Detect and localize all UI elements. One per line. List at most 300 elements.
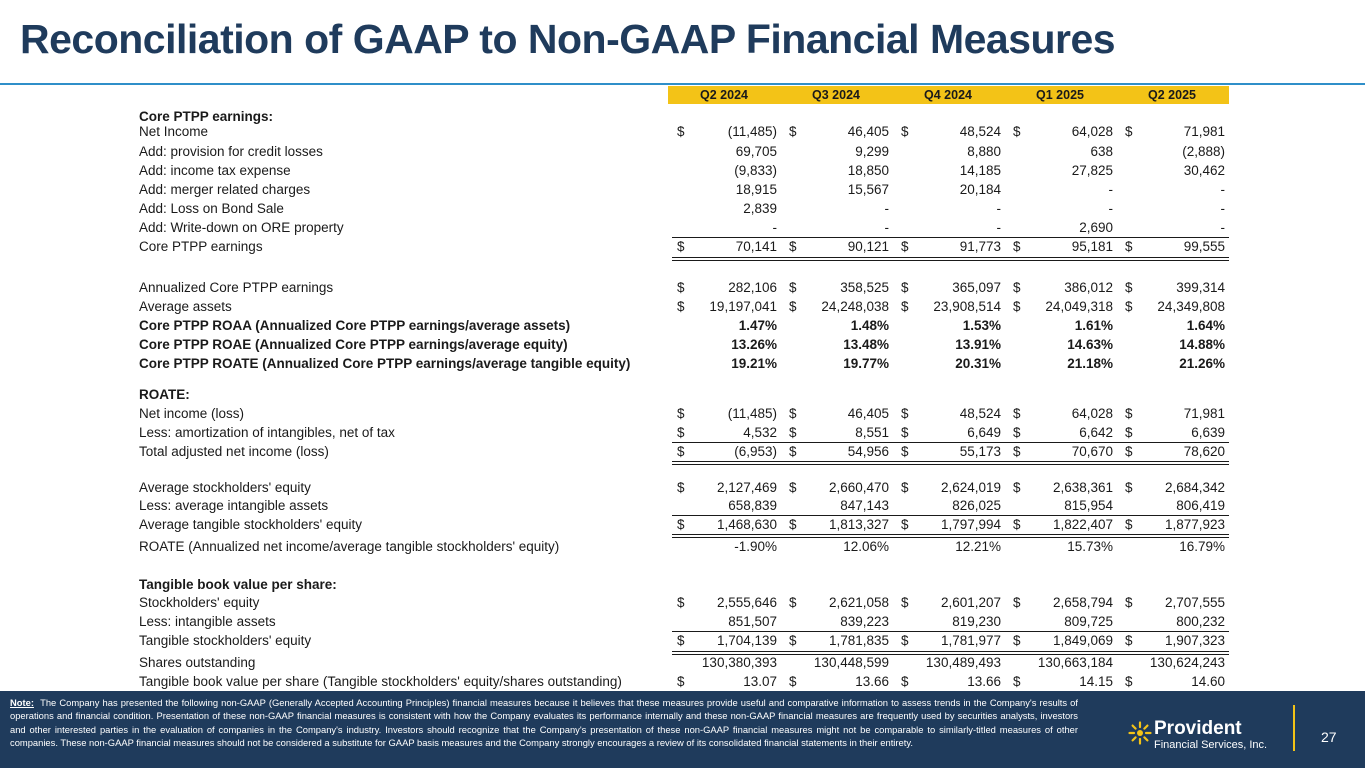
table-row — [0, 181, 1365, 200]
currency-symbol: $ — [901, 633, 909, 648]
cell-value: 90,121 — [847, 239, 889, 254]
table-cell — [892, 577, 1004, 594]
currency-symbol: $ — [1125, 299, 1133, 314]
table-cell — [668, 480, 780, 497]
cell-value: 24,349,808 — [1157, 299, 1225, 314]
table-cell — [1116, 201, 1228, 218]
table-cell — [1116, 356, 1228, 373]
page-title: Reconciliation of GAAP to Non-GAAP Financial Measures — [20, 16, 1116, 62]
cell-value: (6,953) — [734, 444, 777, 459]
cell-value: 1.61% — [1074, 318, 1113, 333]
table-cell — [780, 182, 892, 199]
table-row — [0, 632, 1365, 651]
cell-value: 46,405 — [847, 406, 889, 421]
table-row — [0, 162, 1365, 181]
cell-value: 6,649 — [967, 425, 1001, 440]
table-cell — [1116, 337, 1228, 354]
row-label: Net Income — [139, 124, 209, 139]
table-cell — [668, 220, 780, 237]
cell-value: 815,954 — [1064, 498, 1113, 513]
table-cell — [1004, 406, 1116, 423]
currency-symbol: $ — [901, 480, 909, 495]
currency-symbol: $ — [1013, 674, 1021, 689]
row-label: Total adjusted net income (loss) — [139, 444, 329, 459]
table-cell — [892, 144, 1004, 161]
table-cell — [1004, 444, 1116, 461]
cell-value: 130,380,393 — [701, 655, 777, 670]
currency-symbol: $ — [789, 299, 797, 314]
cell-value: 20.31% — [955, 356, 1001, 371]
cell-value: 806,419 — [1176, 498, 1225, 513]
table-cell — [1116, 144, 1228, 161]
cell-value: - — [884, 220, 889, 235]
table-cell — [1004, 614, 1116, 631]
cell-value: - — [1220, 201, 1225, 216]
cell-value: 12.06% — [843, 539, 889, 554]
currency-symbol: $ — [1013, 239, 1021, 254]
cell-value: 1,877,923 — [1164, 517, 1225, 532]
currency-symbol: $ — [1125, 239, 1133, 254]
cell-value: 2,658,794 — [1052, 595, 1113, 610]
provident-logo-icon — [1128, 721, 1152, 745]
table-cell — [780, 444, 892, 461]
cell-value: 20,184 — [959, 182, 1001, 197]
table-cell — [668, 425, 780, 442]
currency-symbol: $ — [901, 425, 909, 440]
table-cell — [668, 498, 780, 515]
table-cell — [892, 406, 1004, 423]
table-cell — [780, 318, 892, 335]
currency-symbol: $ — [1013, 517, 1021, 532]
row-label: Add: Write-down on ORE property — [139, 220, 344, 235]
table-cell — [1116, 387, 1228, 404]
cell-value: 19.21% — [731, 356, 777, 371]
note-text: The Company has presented the following non-GAAP (Generally Accepted Accounting Principles) financial measures because it believes that these measures provide useful and comparative information to assess trends in the Company's results of operations and financial condition. Presentation of these non-GAAP financial measures is consistent with how the Company evaluates its performance internally and these non-GAAP financial measures are frequently used by securities analysts, investors and other interested parties in the evaluation of companies in the Company's industry. Investors should recognize that the Company's presentation of these non-GAAP financial measures might not be comparable to similarly-titled measures of other companies. These non-GAAP financial measures should not be considered a substitute for GAAP basis measures and the Company strongly encourages a review of its consolidated financial statements in their entirety. — [10, 697, 1078, 749]
table-cell — [1004, 299, 1116, 316]
cell-value: 21.26% — [1179, 356, 1225, 371]
cell-value: 91,773 — [959, 239, 1001, 254]
table-cell — [892, 337, 1004, 354]
currency-symbol: $ — [789, 406, 797, 421]
table-cell — [668, 239, 780, 256]
table-cell — [780, 595, 892, 612]
cell-value: 358,525 — [840, 280, 889, 295]
footer-bar — [0, 691, 1365, 768]
subtotal-rule — [672, 631, 1229, 632]
currency-symbol: $ — [1013, 299, 1021, 314]
row-label: Add: Loss on Bond Sale — [139, 201, 284, 216]
row-label: Core PTPP ROAA (Annualized Core PTPP earnings/average assets) — [139, 318, 571, 333]
row-label: Average stockholders' equity — [139, 480, 311, 495]
table-cell — [1004, 124, 1116, 141]
row-label: Shares outstanding — [139, 655, 256, 670]
table-cell — [892, 517, 1004, 534]
table-cell — [1116, 517, 1228, 534]
table-cell — [668, 299, 780, 316]
table-cell — [780, 201, 892, 218]
table-row — [0, 497, 1365, 516]
table-cell — [1116, 406, 1228, 423]
table-cell — [780, 425, 892, 442]
cell-value: - — [1220, 220, 1225, 235]
cell-value: 2,839 — [743, 201, 777, 216]
cell-value: 54,956 — [847, 444, 889, 459]
table-cell — [892, 163, 1004, 180]
table-cell — [780, 299, 892, 316]
table-cell — [892, 674, 1004, 691]
cell-value: 2,684,342 — [1164, 480, 1225, 495]
cell-value: 386,012 — [1064, 280, 1113, 295]
table-cell — [1116, 444, 1228, 461]
table-cell — [780, 406, 892, 423]
row-label: Core PTPP ROATE (Annualized Core PTPP earnings/average tangible equity) — [139, 356, 631, 371]
cell-value: -1.90% — [734, 539, 777, 554]
cell-value: - — [884, 201, 889, 216]
table-cell — [892, 182, 1004, 199]
currency-symbol: $ — [1125, 425, 1133, 440]
cell-value: 14.88% — [1179, 337, 1225, 352]
table-cell — [1004, 387, 1116, 404]
table-cell — [1116, 425, 1228, 442]
row-label: Add: income tax expense — [139, 163, 291, 178]
table-cell — [668, 517, 780, 534]
cell-value: 1,849,069 — [1052, 633, 1113, 648]
currency-symbol: $ — [789, 280, 797, 295]
currency-symbol: $ — [1125, 406, 1133, 421]
table-cell — [1116, 498, 1228, 515]
currency-symbol: $ — [1125, 280, 1133, 295]
table-cell — [1004, 577, 1116, 594]
table-cell — [892, 201, 1004, 218]
currency-symbol: $ — [1125, 124, 1133, 139]
total-double-rule — [672, 651, 1229, 655]
currency-symbol: $ — [1013, 280, 1021, 295]
row-label: Stockholders' equity — [139, 595, 260, 610]
table-cell — [780, 655, 892, 672]
cell-value: 48,524 — [959, 406, 1001, 421]
cell-value: 1,797,994 — [940, 517, 1001, 532]
table-cell — [780, 356, 892, 373]
currency-symbol: $ — [677, 406, 685, 421]
table-cell — [668, 655, 780, 672]
table-cell — [1004, 517, 1116, 534]
cell-value: 70,670 — [1071, 444, 1113, 459]
table-cell — [668, 444, 780, 461]
currency-symbol: $ — [1013, 444, 1021, 459]
cell-value: 4,532 — [743, 425, 777, 440]
cell-value: 1,781,977 — [940, 633, 1001, 648]
cell-value: 71,981 — [1183, 406, 1225, 421]
table-cell — [1004, 425, 1116, 442]
cell-value: 2,690 — [1079, 220, 1113, 235]
table-cell — [668, 674, 780, 691]
table-cell — [892, 239, 1004, 256]
table-cell — [1116, 595, 1228, 612]
cell-value: 13.91% — [955, 337, 1001, 352]
subtotal-rule — [672, 442, 1229, 443]
table-cell — [780, 220, 892, 237]
currency-symbol: $ — [677, 280, 685, 295]
currency-symbol: $ — [1013, 425, 1021, 440]
row-label: Less: amortization of intangibles, net of tax — [139, 425, 395, 440]
cell-value: - — [772, 220, 777, 235]
cell-value: 30,462 — [1183, 163, 1225, 178]
table-row — [0, 424, 1365, 443]
currency-symbol: $ — [677, 124, 685, 139]
table-cell — [1116, 633, 1228, 650]
table-cell — [892, 124, 1004, 141]
cell-value: 1,822,407 — [1052, 517, 1113, 532]
table-cell — [1004, 595, 1116, 612]
column-header: Q4 2024 — [924, 88, 972, 102]
cell-value: 23,908,514 — [933, 299, 1001, 314]
subtotal-rule — [672, 237, 1229, 238]
cell-value: 14.15 — [1079, 674, 1113, 689]
table-row — [0, 355, 1365, 374]
table-cell — [1116, 539, 1228, 556]
table-cell — [1004, 163, 1116, 180]
currency-symbol: $ — [901, 239, 909, 254]
row-label: Average tangible stockholders' equity — [139, 517, 362, 532]
cell-value: 819,230 — [952, 614, 1001, 629]
currency-symbol: $ — [677, 480, 685, 495]
currency-symbol: $ — [1013, 406, 1021, 421]
table-cell — [892, 220, 1004, 237]
cell-value: 658,839 — [728, 498, 777, 513]
row-label: Core PTPP ROAE (Annualized Core PTPP earnings/average equity) — [139, 337, 568, 352]
cell-value: 2,707,555 — [1164, 595, 1225, 610]
table-cell — [1116, 220, 1228, 237]
table-cell — [1004, 220, 1116, 237]
currency-symbol: $ — [789, 124, 797, 139]
cell-value: 826,025 — [952, 498, 1001, 513]
currency-symbol: $ — [1125, 674, 1133, 689]
currency-symbol: $ — [789, 674, 797, 689]
row-label: Less: intangible assets — [139, 614, 276, 629]
table-cell — [780, 387, 892, 404]
table-cell — [780, 633, 892, 650]
table-cell — [1116, 280, 1228, 297]
row-label: Annualized Core PTPP earnings — [139, 280, 334, 295]
table-cell — [668, 318, 780, 335]
table-cell — [668, 356, 780, 373]
table-cell — [1004, 182, 1116, 199]
table-cell — [892, 444, 1004, 461]
row-label: Add: merger related charges — [139, 182, 311, 197]
currency-symbol: $ — [901, 280, 909, 295]
table-cell — [1116, 655, 1228, 672]
table-cell — [1116, 318, 1228, 335]
table-cell — [892, 356, 1004, 373]
cell-value: 24,248,038 — [821, 299, 889, 314]
currency-symbol: $ — [901, 595, 909, 610]
table-cell — [1116, 674, 1228, 691]
currency-symbol: $ — [677, 595, 685, 610]
table-cell — [892, 318, 1004, 335]
cell-value: 95,181 — [1071, 239, 1113, 254]
footer-divider — [1293, 705, 1295, 751]
table-cell — [780, 498, 892, 515]
currency-symbol: $ — [1125, 444, 1133, 459]
table-cell — [892, 280, 1004, 297]
cell-value: 2,555,646 — [716, 595, 777, 610]
cell-value: - — [1108, 182, 1113, 197]
cell-value: (11,485) — [727, 124, 777, 139]
cell-value: 64,028 — [1071, 406, 1113, 421]
table-cell — [892, 614, 1004, 631]
table-row — [0, 143, 1365, 162]
cell-value: 2,601,207 — [940, 595, 1001, 610]
currency-symbol: $ — [1125, 633, 1133, 648]
cell-value: 130,663,184 — [1037, 655, 1113, 670]
column-header: Q2 2024 — [700, 88, 748, 102]
currency-symbol: $ — [789, 239, 797, 254]
currency-symbol: $ — [1125, 517, 1133, 532]
table-cell — [1004, 674, 1116, 691]
currency-symbol: $ — [789, 425, 797, 440]
table-cell — [1004, 480, 1116, 497]
table-cell — [892, 595, 1004, 612]
table-cell — [668, 406, 780, 423]
total-double-rule — [672, 257, 1229, 261]
table-cell — [1116, 239, 1228, 256]
row-label: Tangible book value per share: — [139, 577, 337, 592]
cell-value: 365,097 — [952, 280, 1001, 295]
currency-symbol: $ — [901, 299, 909, 314]
table-row — [0, 654, 1365, 673]
row-label: Add: provision for credit losses — [139, 144, 323, 159]
cell-value: 1,813,327 — [828, 517, 889, 532]
cell-value: 282,106 — [728, 280, 777, 295]
cell-value: (2,888) — [1182, 144, 1225, 159]
cell-value: 55,173 — [959, 444, 1001, 459]
table-cell — [780, 163, 892, 180]
table-cell — [1004, 318, 1116, 335]
table-cell — [1116, 299, 1228, 316]
currency-symbol: $ — [677, 517, 685, 532]
cell-value: 2,660,470 — [828, 480, 889, 495]
cell-value: 1,468,630 — [716, 517, 777, 532]
currency-symbol: $ — [1013, 595, 1021, 610]
table-cell — [668, 539, 780, 556]
table-cell — [780, 539, 892, 556]
cell-value: 839,223 — [840, 614, 889, 629]
currency-symbol: $ — [677, 674, 685, 689]
cell-value: 19.77% — [843, 356, 889, 371]
table-cell — [1004, 239, 1116, 256]
table-cell — [892, 655, 1004, 672]
table-cell — [1116, 163, 1228, 180]
currency-symbol: $ — [1013, 124, 1021, 139]
cell-value: 130,489,493 — [925, 655, 1001, 670]
table-row — [0, 594, 1365, 613]
cell-value: 18,850 — [847, 163, 889, 178]
row-label: Less: average intangible assets — [139, 498, 329, 513]
table-row — [0, 200, 1365, 219]
table-cell — [780, 280, 892, 297]
currency-symbol: $ — [789, 595, 797, 610]
table-row — [0, 613, 1365, 632]
row-label: Tangible book value per share (Tangible stockholders' equity/shares outstanding) — [139, 674, 622, 689]
cell-value: 130,624,243 — [1149, 655, 1225, 670]
table-cell — [1004, 337, 1116, 354]
row-label: ROATE: — [139, 387, 190, 402]
cell-value: 12.21% — [955, 539, 1001, 554]
cell-value: 638 — [1090, 144, 1113, 159]
logo-name: Provident — [1154, 718, 1242, 739]
table-cell — [1004, 144, 1116, 161]
table-row — [0, 219, 1365, 238]
table-cell — [892, 633, 1004, 650]
table-cell — [668, 280, 780, 297]
table-cell — [668, 577, 780, 594]
table-cell — [780, 337, 892, 354]
cell-value: 6,639 — [1191, 425, 1225, 440]
cell-value: 70,141 — [735, 239, 777, 254]
cell-value: 6,642 — [1079, 425, 1113, 440]
currency-symbol: $ — [677, 239, 685, 254]
table-row — [0, 386, 1365, 405]
cell-value: 1,704,139 — [716, 633, 777, 648]
table-row — [0, 516, 1365, 535]
table-cell — [1004, 498, 1116, 515]
cell-value: 2,621,058 — [828, 595, 889, 610]
currency-symbol: $ — [677, 425, 685, 440]
cell-value: 16.79% — [1179, 539, 1225, 554]
cell-value: - — [996, 220, 1001, 235]
table-cell — [1116, 480, 1228, 497]
table-cell — [780, 614, 892, 631]
cell-value: 1.47% — [738, 318, 777, 333]
cell-value: 851,507 — [728, 614, 777, 629]
table-row — [0, 123, 1365, 142]
cell-value: 15,567 — [847, 182, 889, 197]
currency-symbol: $ — [901, 406, 909, 421]
cell-value: 847,143 — [840, 498, 889, 513]
cell-value: 27,825 — [1071, 163, 1113, 178]
cell-value: 14,185 — [959, 163, 1001, 178]
row-label: Core PTPP earnings: — [139, 109, 274, 124]
cell-value: 18,915 — [735, 182, 777, 197]
table-row — [0, 298, 1365, 317]
currency-symbol: $ — [1125, 480, 1133, 495]
currency-symbol: $ — [677, 633, 685, 648]
table-row — [0, 279, 1365, 298]
table-cell — [668, 182, 780, 199]
table-row — [0, 673, 1365, 692]
note-label: Note: — [10, 697, 34, 708]
cell-value: 13.07 — [743, 674, 777, 689]
table-cell — [780, 674, 892, 691]
cell-value: 13.66 — [855, 674, 889, 689]
cell-value: 399,314 — [1176, 280, 1225, 295]
cell-value: 13.48% — [843, 337, 889, 352]
cell-value: 2,638,361 — [1052, 480, 1113, 495]
table-cell — [668, 163, 780, 180]
table-cell — [668, 595, 780, 612]
table-cell — [1004, 655, 1116, 672]
disclaimer-note — [10, 696, 1078, 750]
logo-subtitle: Financial Services, Inc. — [1154, 739, 1268, 751]
cell-value: 8,880 — [967, 144, 1001, 159]
cell-value: 9,299 — [855, 144, 889, 159]
cell-value: 14.63% — [1067, 337, 1113, 352]
column-header-band — [668, 86, 1229, 104]
cell-value: 800,232 — [1176, 614, 1225, 629]
currency-symbol: $ — [901, 674, 909, 689]
table-cell — [892, 387, 1004, 404]
table-cell — [892, 498, 1004, 515]
